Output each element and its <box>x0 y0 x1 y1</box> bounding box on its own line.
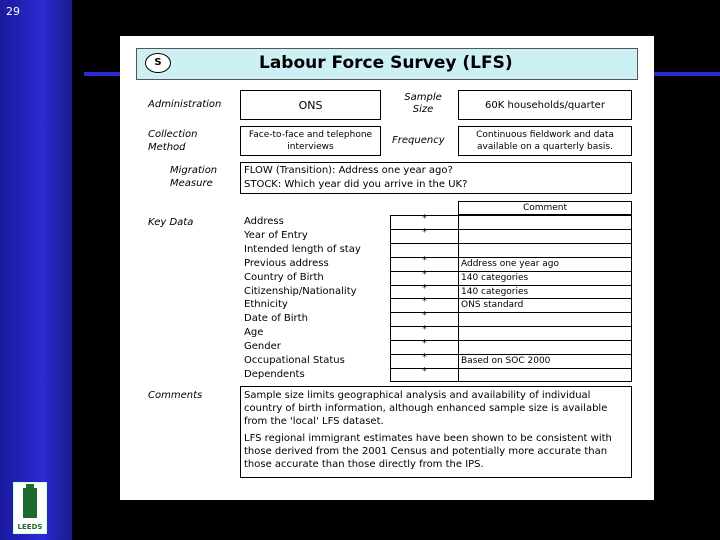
page-title: Labour Force Survey (LFS) <box>259 53 513 73</box>
key-data-mark: * <box>422 324 427 336</box>
label-frequency: Frequency <box>392 135 445 146</box>
label-sample-size: Sample Size <box>404 92 442 115</box>
value-frequency: Continuous fieldwork and data available on a quarterly basis. <box>458 126 632 156</box>
key-data-comment: Address one year ago <box>461 258 559 269</box>
key-data-comment: Based on SOC 2000 <box>461 356 551 366</box>
grid-row-line <box>390 285 632 286</box>
label-key-data: Key Data <box>148 217 194 228</box>
key-data-item: Intended length of stay <box>244 243 361 255</box>
grid-row-line <box>390 271 632 272</box>
key-data-comment: 140 categories <box>461 286 529 297</box>
grid-row-line <box>390 229 632 230</box>
tower-icon <box>23 488 37 518</box>
value-administration: ONS <box>240 90 381 120</box>
key-data-comment: 140 categories <box>461 272 529 283</box>
grid-row-line <box>390 340 632 341</box>
comment-paragraph-2: LFS regional immigrant estimates have been shown to be consistent with those derived from the 2001 Census and potentially more accurate than those accurate than those directly from the IPS. <box>244 433 612 470</box>
key-data-item: Citizenship/Nationality <box>244 285 357 297</box>
grid-row-line <box>390 312 632 313</box>
key-data-item: Dependents <box>244 368 305 380</box>
key-data-item: Gender <box>244 341 281 353</box>
comment-header: Comment <box>458 201 632 215</box>
value-sample-size: 60K households/quarter <box>458 90 632 120</box>
logo-text: LEEDS <box>17 523 43 531</box>
key-data-item: Ethnicity <box>244 299 288 311</box>
key-data-item: Year of Entry <box>244 229 308 241</box>
label-collection-method: Collection Method <box>148 129 198 153</box>
key-data-mark: * <box>422 365 427 377</box>
key-data-mark: * <box>422 352 427 363</box>
value-migration-measure <box>240 162 632 194</box>
grid-row-line <box>390 326 632 327</box>
label-comments: Comments <box>148 390 203 401</box>
key-data-item: Previous address <box>244 257 329 269</box>
section-badge: S <box>145 53 171 73</box>
leeds-logo <box>13 482 47 534</box>
card-header <box>136 48 638 80</box>
grid-row-line <box>390 257 632 258</box>
label-migration-measure: Migration Measure <box>170 165 218 189</box>
key-data-mark: * <box>422 268 427 280</box>
key-data-mark: * <box>422 226 427 238</box>
key-data-item: Country of Birth <box>244 271 324 283</box>
comment-paragraph-1: Sample size limits geographical analysis and availability of individual country of birth information, although enhanced sample size is available from the 'local' LFS dataset. <box>244 390 608 427</box>
key-data-mark: * <box>422 254 427 266</box>
migration-flow: FLOW (Transition): Address one year ago? <box>244 165 453 176</box>
key-data-mark: * <box>422 310 427 322</box>
grid-row-line <box>390 298 632 299</box>
key-data-item: Address <box>244 216 284 227</box>
key-data-mark: * <box>422 338 427 350</box>
key-data-comment: ONS standard <box>461 300 524 311</box>
grid-row-line <box>390 368 632 369</box>
slide-sidebar <box>0 0 72 540</box>
key-data-item: Age <box>244 327 264 339</box>
grid-row-line <box>390 354 632 355</box>
key-data-mark: * <box>422 282 427 294</box>
grid-row-line <box>390 243 632 244</box>
migration-stock: STOCK: Which year did you arrive in the UK? <box>244 179 468 190</box>
value-collection-method: Face-to-face and telephone interviews <box>240 126 381 156</box>
key-data-mark: * <box>422 213 427 224</box>
slide-number: 29 <box>6 5 20 18</box>
key-data-item: Occupational Status <box>244 355 345 366</box>
key-data-item: Date of Birth <box>244 313 308 325</box>
label-administration: Administration <box>148 99 222 110</box>
comments-box <box>240 386 632 478</box>
key-data-mark: * <box>422 296 427 308</box>
survey-card <box>120 36 654 500</box>
